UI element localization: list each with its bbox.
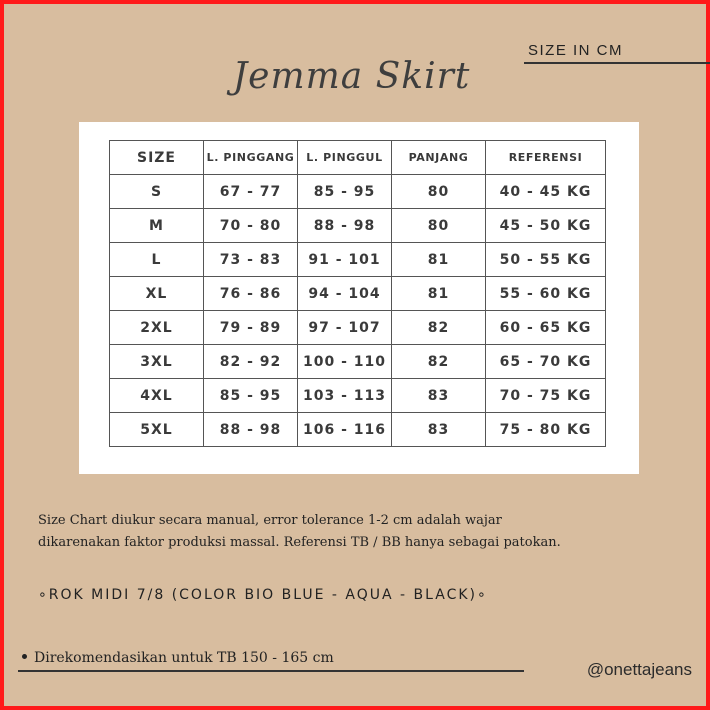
cell-hip: 85 - 95 <box>298 175 392 209</box>
cell-reference: 40 - 45 KG <box>486 175 606 209</box>
cell-hip: 103 - 113 <box>298 379 392 413</box>
cell-waist: 85 - 95 <box>204 379 298 413</box>
cell-length: 83 <box>392 413 486 447</box>
cell-hip: 88 - 98 <box>298 209 392 243</box>
cell-waist: 79 - 89 <box>204 311 298 345</box>
cell-reference: 60 - 65 KG <box>486 311 606 345</box>
recommendation-text: Direkomendasikan untuk TB 150 - 165 cm <box>34 650 334 666</box>
cell-length: 80 <box>392 175 486 209</box>
cell-size: S <box>110 175 204 209</box>
disclaimer-line: Size Chart diukur secara manual, error tolerance 1-2 cm adalah wajar <box>38 513 502 528</box>
table-row <box>110 175 606 209</box>
cell-hip: 94 - 104 <box>298 277 392 311</box>
table-row <box>110 209 606 243</box>
cell-reference: 70 - 75 KG <box>486 379 606 413</box>
cell-hip: 106 - 116 <box>298 413 392 447</box>
cell-reference: 50 - 55 KG <box>486 243 606 277</box>
cell-size: 4XL <box>110 379 204 413</box>
cell-waist: 73 - 83 <box>204 243 298 277</box>
cell-length: 82 <box>392 345 486 379</box>
table-panel <box>79 122 639 474</box>
header-waist: L. PINGGANG <box>204 141 298 175</box>
size-table <box>109 140 606 447</box>
cell-reference: 75 - 80 KG <box>486 413 606 447</box>
disclaimer-text <box>38 510 658 554</box>
cell-reference: 65 - 70 KG <box>486 345 606 379</box>
cell-size: 2XL <box>110 311 204 345</box>
cell-length: 80 <box>392 209 486 243</box>
bullet-icon <box>22 654 27 659</box>
brand-handle: @onettajeans <box>586 660 692 679</box>
cell-size: L <box>110 243 204 277</box>
cell-size: 3XL <box>110 345 204 379</box>
table-row <box>110 243 606 277</box>
cell-length: 81 <box>392 243 486 277</box>
cell-size: M <box>110 209 204 243</box>
table-row <box>110 379 606 413</box>
cell-length: 83 <box>392 379 486 413</box>
unit-label: SIZE IN CM <box>528 42 624 59</box>
table-row <box>110 277 606 311</box>
color-variants: ∘ROK MIDI 7/8 (COLOR BIO BLUE - AQUA - BLACK)∘ <box>38 587 488 603</box>
header-hip: L. PINGGUL <box>298 141 392 175</box>
header-reference: REFERENSI <box>486 141 606 175</box>
cell-length: 81 <box>392 277 486 311</box>
cell-size: XL <box>110 277 204 311</box>
cell-size: 5XL <box>110 413 204 447</box>
cell-reference: 45 - 50 KG <box>486 209 606 243</box>
cell-length: 82 <box>392 311 486 345</box>
cell-reference: 55 - 60 KG <box>486 277 606 311</box>
cell-waist: 67 - 77 <box>204 175 298 209</box>
disclaimer-line: dikarenakan faktor produksi massal. Referensi TB / BB hanya sebagai patokan. <box>38 535 561 550</box>
recommendation-underline <box>18 670 524 672</box>
recommendation-item <box>22 650 334 666</box>
cell-waist: 70 - 80 <box>204 209 298 243</box>
table-row <box>110 345 606 379</box>
cell-hip: 100 - 110 <box>298 345 392 379</box>
product-title: Jemma Skirt <box>232 56 471 97</box>
cell-waist: 76 - 86 <box>204 277 298 311</box>
cell-waist: 88 - 98 <box>204 413 298 447</box>
cell-waist: 82 - 92 <box>204 345 298 379</box>
table-row <box>110 413 606 447</box>
header-size: SIZE <box>110 141 204 175</box>
table-row <box>110 311 606 345</box>
cell-hip: 91 - 101 <box>298 243 392 277</box>
table-header-row <box>110 141 606 175</box>
header-length: PANJANG <box>392 141 486 175</box>
cell-hip: 97 - 107 <box>298 311 392 345</box>
